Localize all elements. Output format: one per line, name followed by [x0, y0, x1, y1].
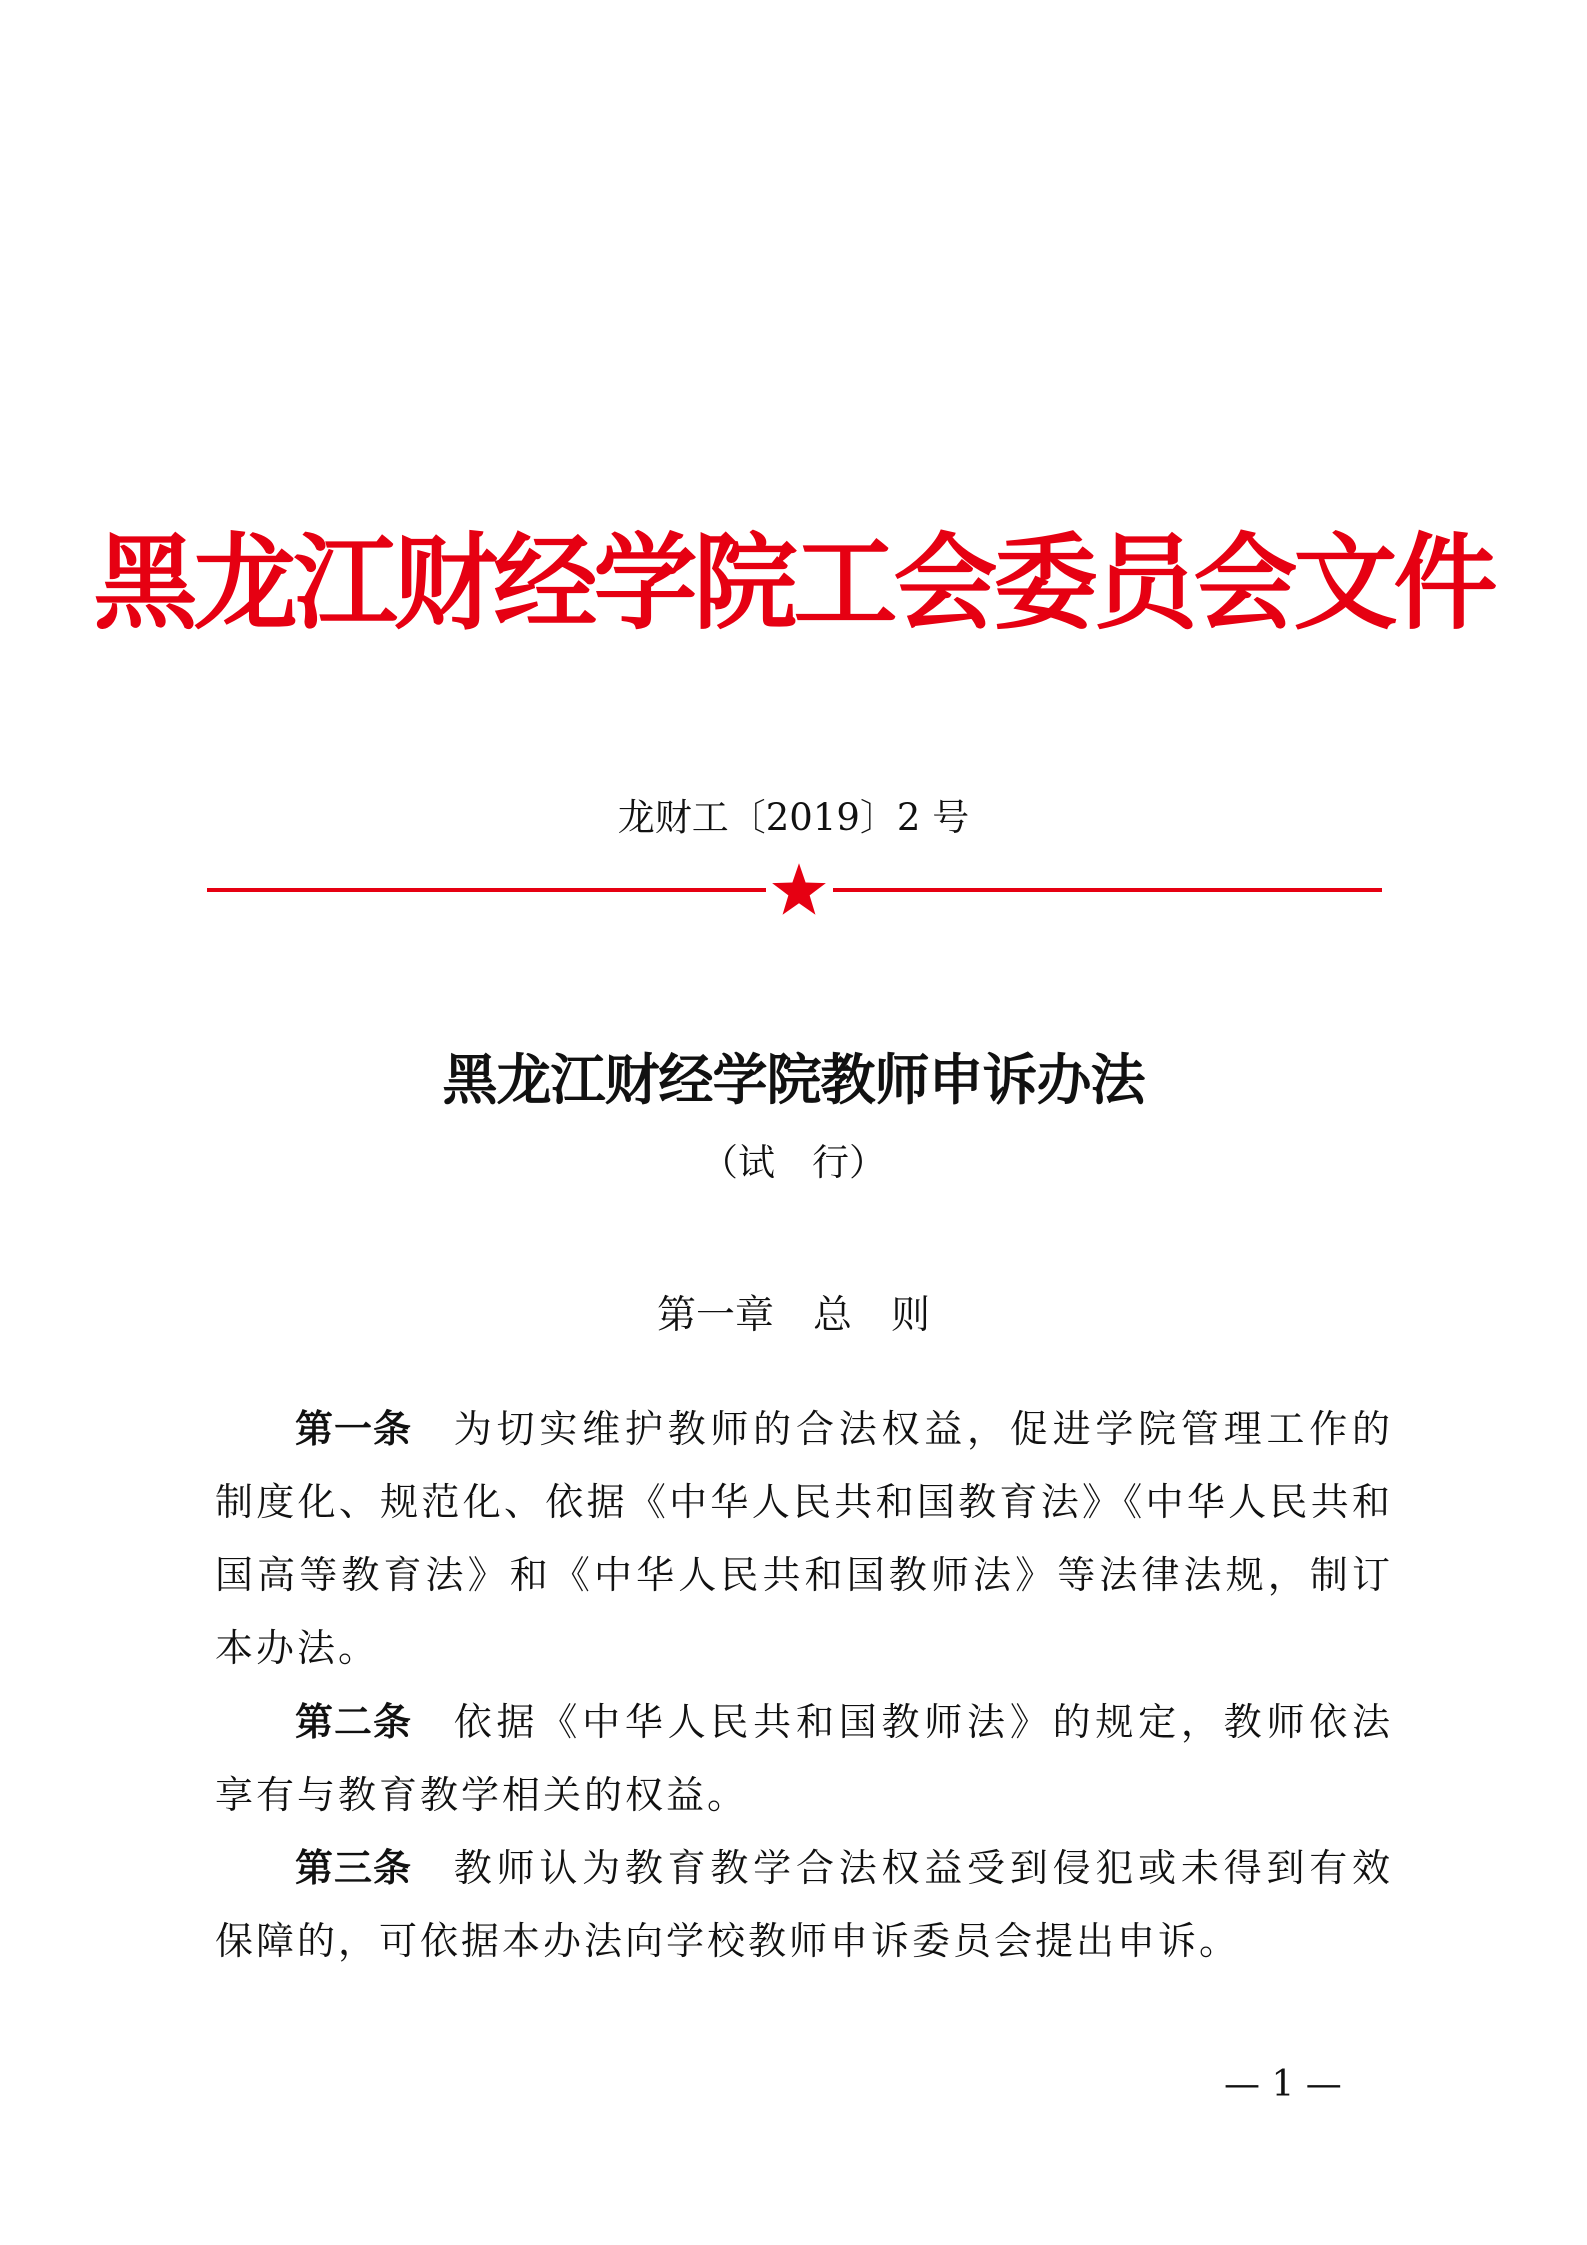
red-divider-right — [833, 888, 1382, 892]
red-divider-left — [207, 888, 766, 892]
article-label: 第三条 — [295, 1846, 413, 1890]
star-icon — [771, 862, 827, 916]
article-text: 依据《中华人民共和国教师法》的规定，教师依法享有与教育教学相关的权益。 — [215, 1700, 1393, 1817]
masthead-title: 黑龙江财经学院工会委员会文件 — [93, 522, 1494, 644]
document-title: 黑龙江财经学院教师申诉办法 — [442, 1047, 1145, 1112]
article-text: 教师认为教育教学合法权益受到侵犯或未得到有效保障的，可依据本办法向学校教师申诉委员会提出申诉。 — [215, 1846, 1393, 1963]
article-2 — [215, 1686, 1393, 1832]
article-1 — [215, 1393, 1393, 1685]
article-label: 第一条 — [295, 1407, 413, 1451]
document-number: 龙财工〔2019〕2 号 — [617, 796, 970, 839]
article-label: 第二条 — [295, 1700, 413, 1744]
chapter-heading: 第一章 总 则 — [656, 1293, 930, 1338]
article-3 — [215, 1832, 1393, 1978]
document-subtitle: （试 行） — [701, 1141, 886, 1184]
article-text: 为切实维护教师的合法权益，促进学院管理工作的制度化、规范化、依据《中华人民共和国教育法》《中华人民共和国高等教育法》和《中华人民共和国教师法》等法律法规，制订本办法。 — [215, 1407, 1393, 1670]
page-number: — 1 — — [1224, 2064, 1342, 2105]
